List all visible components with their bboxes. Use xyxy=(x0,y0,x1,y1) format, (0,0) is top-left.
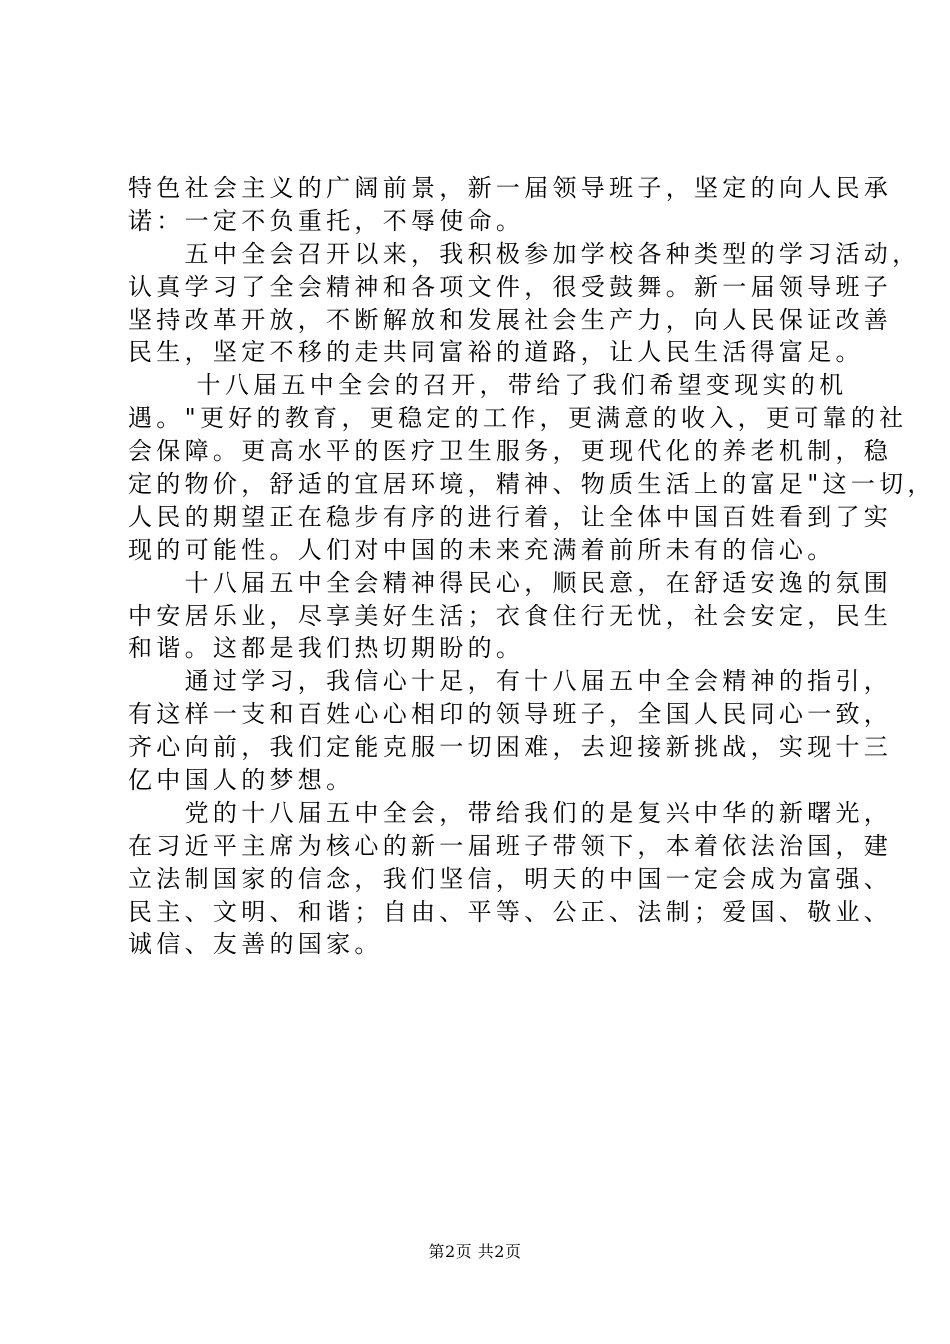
text-line: 特色社会主义的广阔前景，新一届领导班子，坚定的向人民承 xyxy=(128,174,893,202)
text-line: 会保障。更高水平的医疗卫生服务，更现代化的养老机制，稳 xyxy=(128,437,893,466)
text-line: 十八届五中全会精神得民心，顺民意，在舒适安逸的氛围 xyxy=(128,568,893,597)
text-line: 有这样一支和百姓心心相印的领导班子，全国人民同心一致， xyxy=(128,700,893,729)
text-line: 齐心向前，我们定能克服一切困难，去迎接新挑战，实现十三 xyxy=(128,733,893,762)
text-line: 在习近平主席为核心的新一届班子带领下，本着依法治国，建 xyxy=(128,831,893,860)
text-line: 通过学习，我信心十足，有十八届五中全会精神的指引， xyxy=(128,667,893,696)
text-line: 党的十八届五中全会，带给我们的是复兴中华的新曙光， xyxy=(128,798,893,827)
text-line: 诚信、友善的国家。 xyxy=(128,930,383,959)
page-number: 第2页 共2页 xyxy=(428,1242,522,1261)
text-line: 诺：一定不负重托，不辱使命。 xyxy=(128,206,525,235)
text-line: 和谐。这都是我们热切期盼的。 xyxy=(128,634,525,663)
document-body xyxy=(128,172,936,961)
text-line: 立法制国家的信念，我们坚信，明天的中国一定会成为富强、 xyxy=(128,864,893,893)
text-line: 定的物价，舒适的宜居环境，精神、物质生活上的富足"这一切， xyxy=(128,470,936,499)
text-line: 遇。"更好的教育，更稳定的工作，更满意的收入，更可靠的社 xyxy=(128,404,908,433)
text-line: 现的可能性。人们对中国的未来充满着前所未有的信心。 xyxy=(128,535,836,564)
text-line: 坚持改革开放，不断解放和发展社会生产力，向人民保证改善 xyxy=(128,305,893,334)
text-line: 十八届五中全会的召开，带给了我们希望变现实的机 xyxy=(128,371,848,400)
text-line: 民主、文明、和谐；自由、平等、公正、法制；爱国、敬业、 xyxy=(128,897,893,926)
text-line: 五中全会召开以来，我积极参加学校各种类型的学习活动， xyxy=(128,239,921,268)
text-line: 认真学习了全会精神和各项文件，很受鼓舞。新一届领导班子 xyxy=(128,272,893,301)
text-line: 人民的期望正在稳步有序的进行着，让全体中国百姓看到了实 xyxy=(128,502,893,531)
text-line: 民生，坚定不移的走共同富裕的道路，让人民生活得富足。 xyxy=(128,338,864,367)
text-line: 亿中国人的梦想。 xyxy=(128,766,355,795)
page-footer xyxy=(0,1241,950,1263)
text-line: 中安居乐业，尽享美好生活；衣食住行无忧，社会安定，民生 xyxy=(128,601,893,630)
